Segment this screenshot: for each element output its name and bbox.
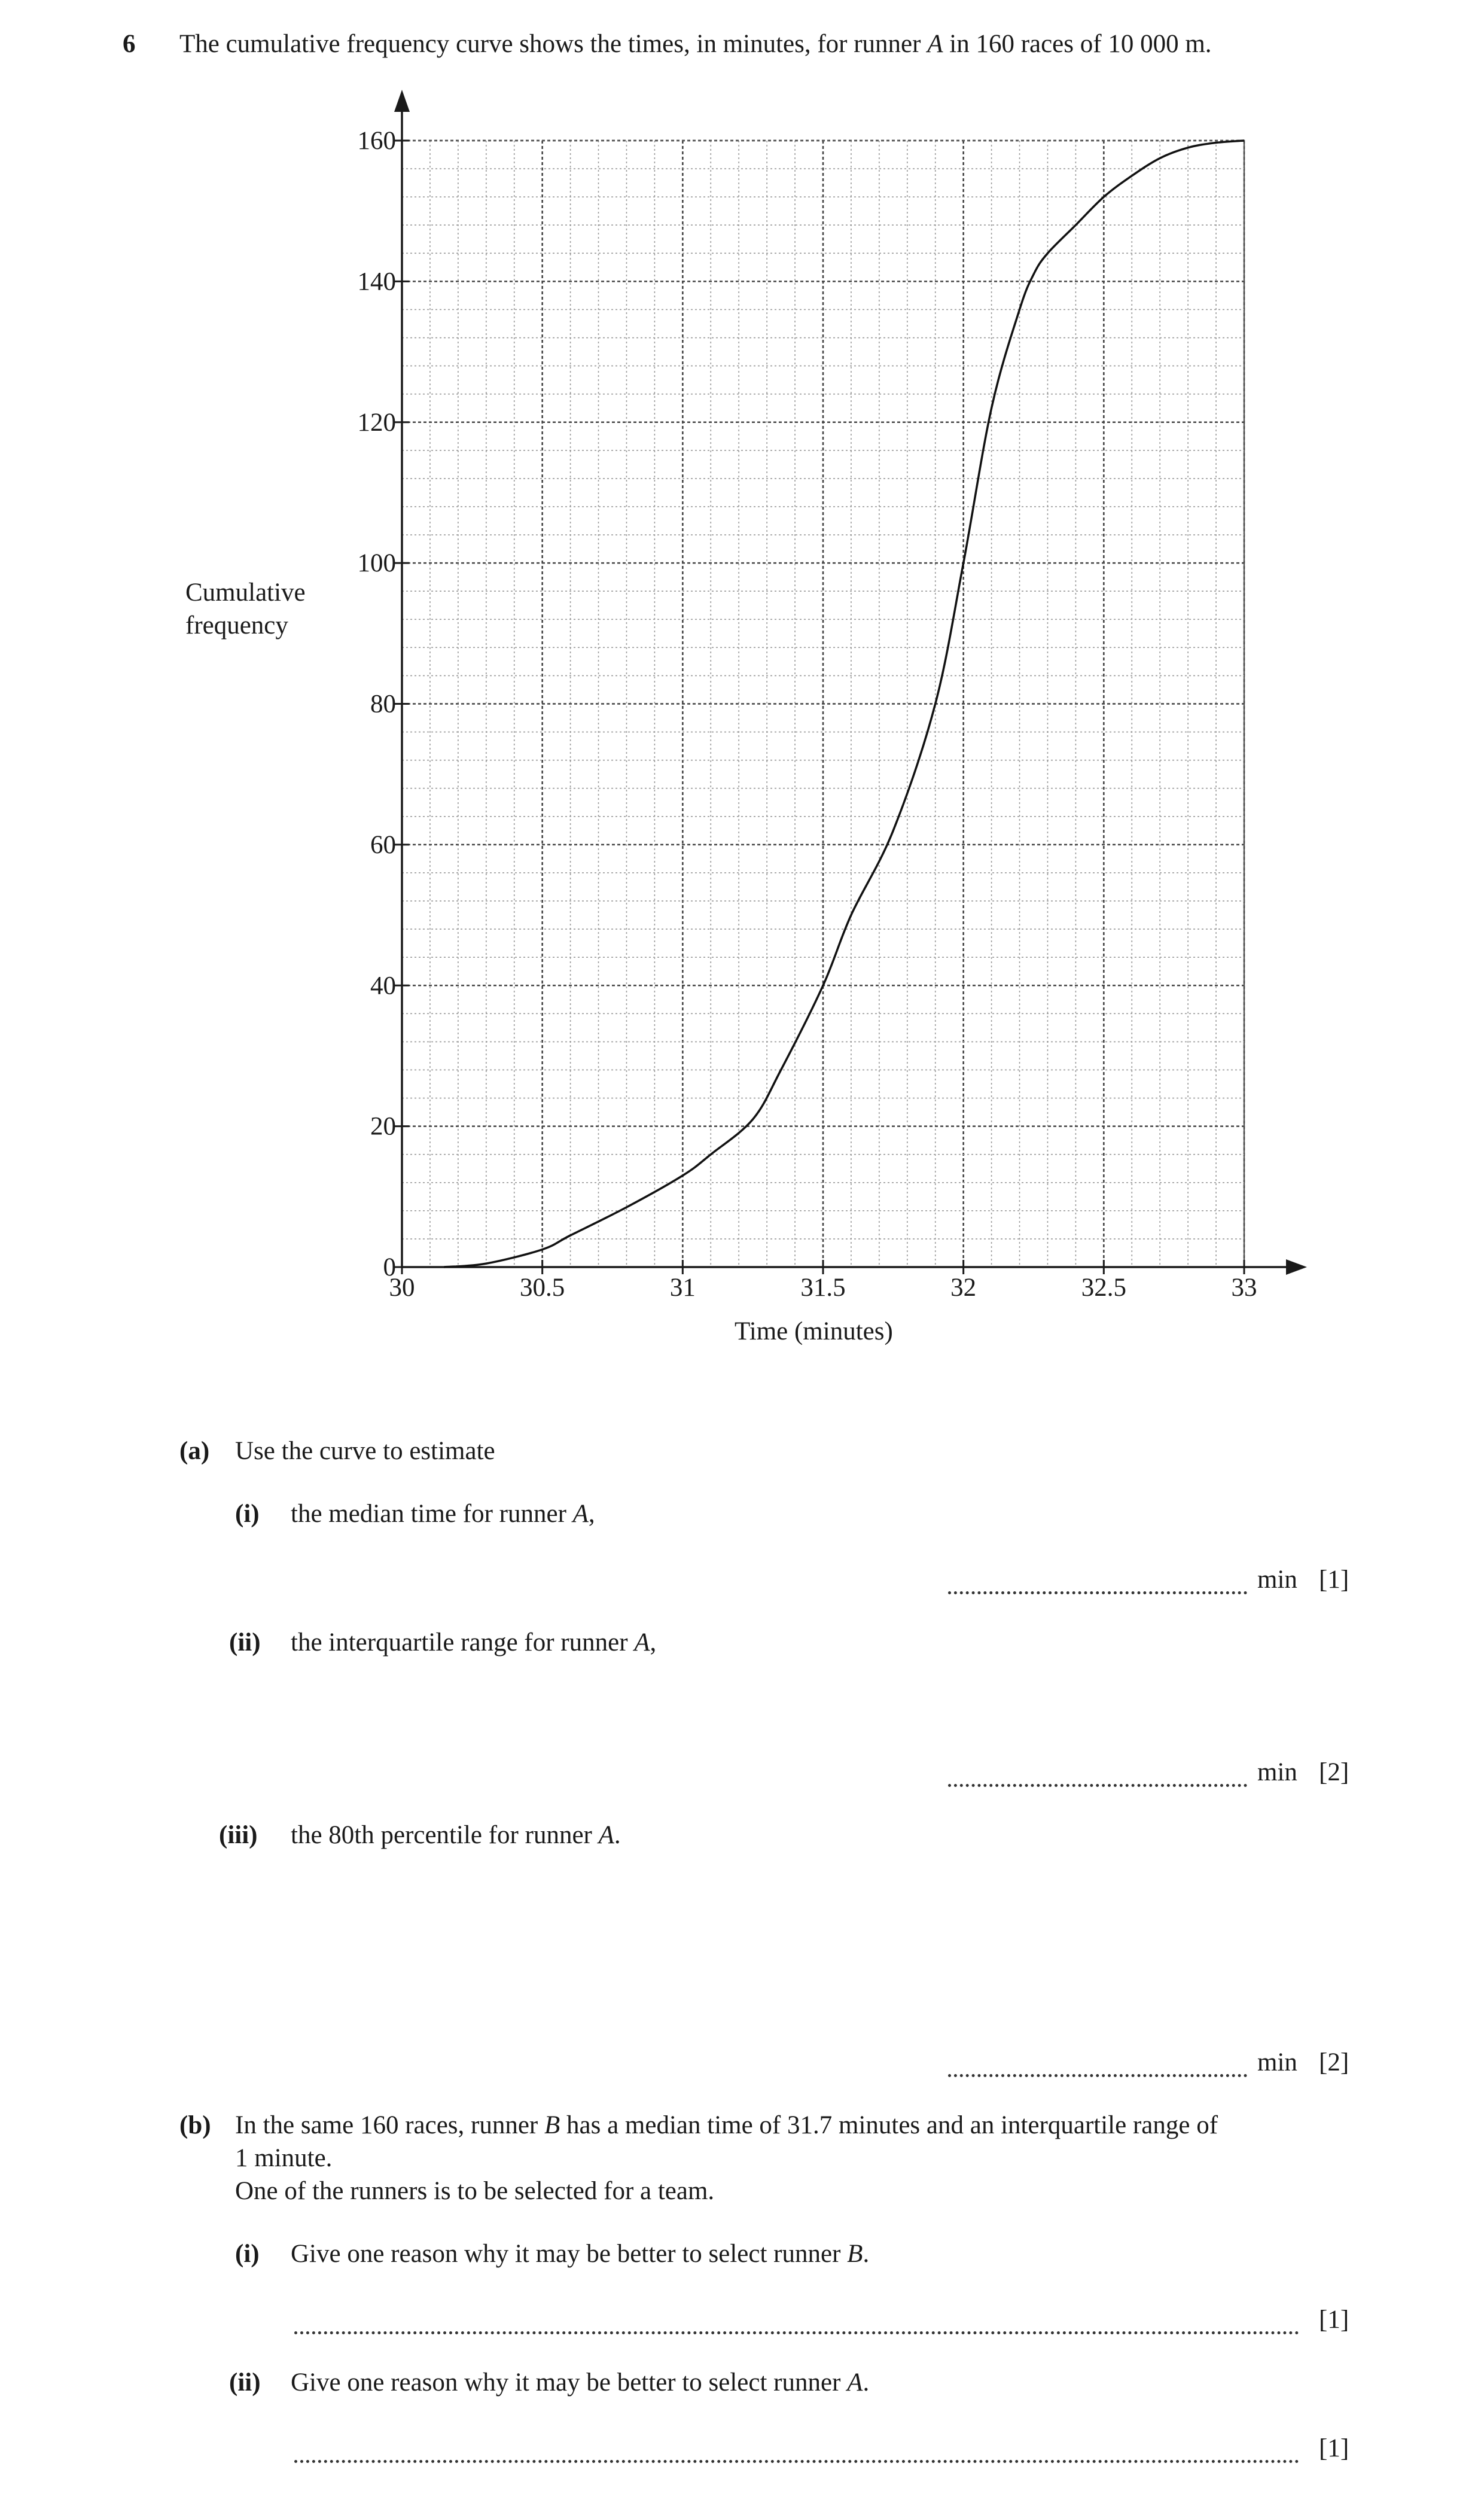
chart-grid <box>402 141 1244 1267</box>
x-axis-label: Time (minutes) <box>735 1317 893 1345</box>
x-tick-label: 30 <box>389 1274 415 1302</box>
part-a-iii-unit: min <box>1257 2048 1297 2076</box>
part-a-ii-marks: [2] <box>1319 1758 1349 1786</box>
part-a-label: (a) <box>179 1437 210 1465</box>
part-b-line1 <box>235 2110 1218 2141</box>
part-b-i-marks: [1] <box>1319 2306 1349 2334</box>
part-a-ii-answer-line[interactable] <box>948 1784 1247 1787</box>
x-tick-label: 31.5 <box>800 1274 846 1302</box>
part-a-ii-text-end: , <box>650 1628 657 1657</box>
part-b-line1-text-end: has a median time of 31.7 minutes and an interquartile range of <box>560 2111 1218 2139</box>
chart-axes <box>394 90 1307 1275</box>
stem-variable: A <box>927 30 943 58</box>
part-b-i-answer-line[interactable] <box>294 2331 1299 2334</box>
part-a-iii-marks: [2] <box>1319 2048 1349 2076</box>
part-b-ii-text-end: . <box>863 2368 870 2397</box>
part-a-i-answer-line[interactable] <box>948 1591 1247 1594</box>
part-b-line1-variable: B <box>544 2111 560 2139</box>
part-a-i-unit: min <box>1257 1566 1297 1594</box>
part-b-i-text: Give one reason why it may be better to select runner <box>291 2240 848 2268</box>
part-b-i-label: (i) <box>235 2240 260 2268</box>
x-tick-label: 33 <box>1231 1274 1257 1302</box>
stem-text-1: The cumulative frequency curve shows the times, in minutes, for runner <box>179 30 928 58</box>
part-a-ii-variable: A <box>634 1628 650 1657</box>
y-tick-label: 40 <box>370 972 396 1000</box>
part-b-ii-answer-line[interactable] <box>294 2460 1299 2463</box>
part-b-i-question <box>291 2239 869 2270</box>
x-tick-label: 32 <box>950 1274 977 1302</box>
y-tick-label: 100 <box>357 549 396 578</box>
y-tick-label: 0 <box>383 1253 396 1281</box>
part-a-ii-label: (ii) <box>229 1628 261 1657</box>
part-a-i-marks: [1] <box>1319 1566 1349 1594</box>
part-a-iii-text: the 80th percentile for runner <box>291 1821 599 1849</box>
part-a-i-variable: A <box>572 1500 589 1528</box>
question-number: 6 <box>123 30 136 58</box>
part-a-i-question <box>291 1499 595 1530</box>
part-b-label: (b) <box>179 2111 211 2139</box>
part-a-iii-variable: A <box>598 1821 614 1849</box>
y-tick-label: 120 <box>357 408 396 437</box>
x-tick-label: 32.5 <box>1081 1274 1126 1302</box>
part-b-ii-text: Give one reason why it may be better to select runner <box>291 2368 848 2397</box>
part-a-iii-label: (iii) <box>219 1821 258 1849</box>
part-b-line3: One of the runners is to be selected for a team. <box>235 2177 715 2205</box>
part-a-ii-question <box>291 1627 656 1658</box>
part-a-iii-text-end: . <box>614 1821 621 1849</box>
x-axis-arrow <box>1286 1259 1307 1275</box>
y-axis-label-line1: Cumulative <box>185 578 306 607</box>
y-axis-label-line2: frequency <box>185 611 288 640</box>
part-a-i-text: the median time for runner <box>291 1500 573 1528</box>
part-a-i-label: (i) <box>235 1500 260 1528</box>
y-axis-arrow <box>394 90 410 112</box>
part-b-i-text-end: . <box>863 2240 870 2268</box>
part-b-ii-marks: [1] <box>1319 2434 1349 2462</box>
part-a-intro: Use the curve to estimate <box>235 1437 495 1465</box>
part-b-line1-text: In the same 160 races, runner <box>235 2111 544 2139</box>
part-a-ii-unit: min <box>1257 1758 1297 1786</box>
part-a-i-text-end: , <box>588 1500 595 1528</box>
y-tick-label: 20 <box>370 1112 396 1141</box>
stem-text-2: in 160 races of 10 000 m. <box>943 30 1212 58</box>
part-a-iii-answer-line[interactable] <box>948 2074 1247 2077</box>
y-tick-label: 80 <box>370 690 396 718</box>
part-b-ii-label: (ii) <box>229 2368 261 2397</box>
x-tick-label: 30.5 <box>520 1274 565 1302</box>
part-a-ii-text: the interquartile range for runner <box>291 1628 635 1657</box>
part-b-ii-variable: A <box>847 2368 863 2397</box>
y-tick-label: 140 <box>357 267 396 296</box>
part-b-i-variable: B <box>847 2240 863 2268</box>
y-tick-label: 60 <box>370 830 396 859</box>
y-tick-label: 160 <box>357 127 396 155</box>
part-b-line2: 1 minute. <box>235 2144 333 2172</box>
part-a-iii-question <box>291 1820 621 1851</box>
part-b-ii-question <box>291 2367 869 2398</box>
x-tick-label: 31 <box>669 1274 696 1302</box>
